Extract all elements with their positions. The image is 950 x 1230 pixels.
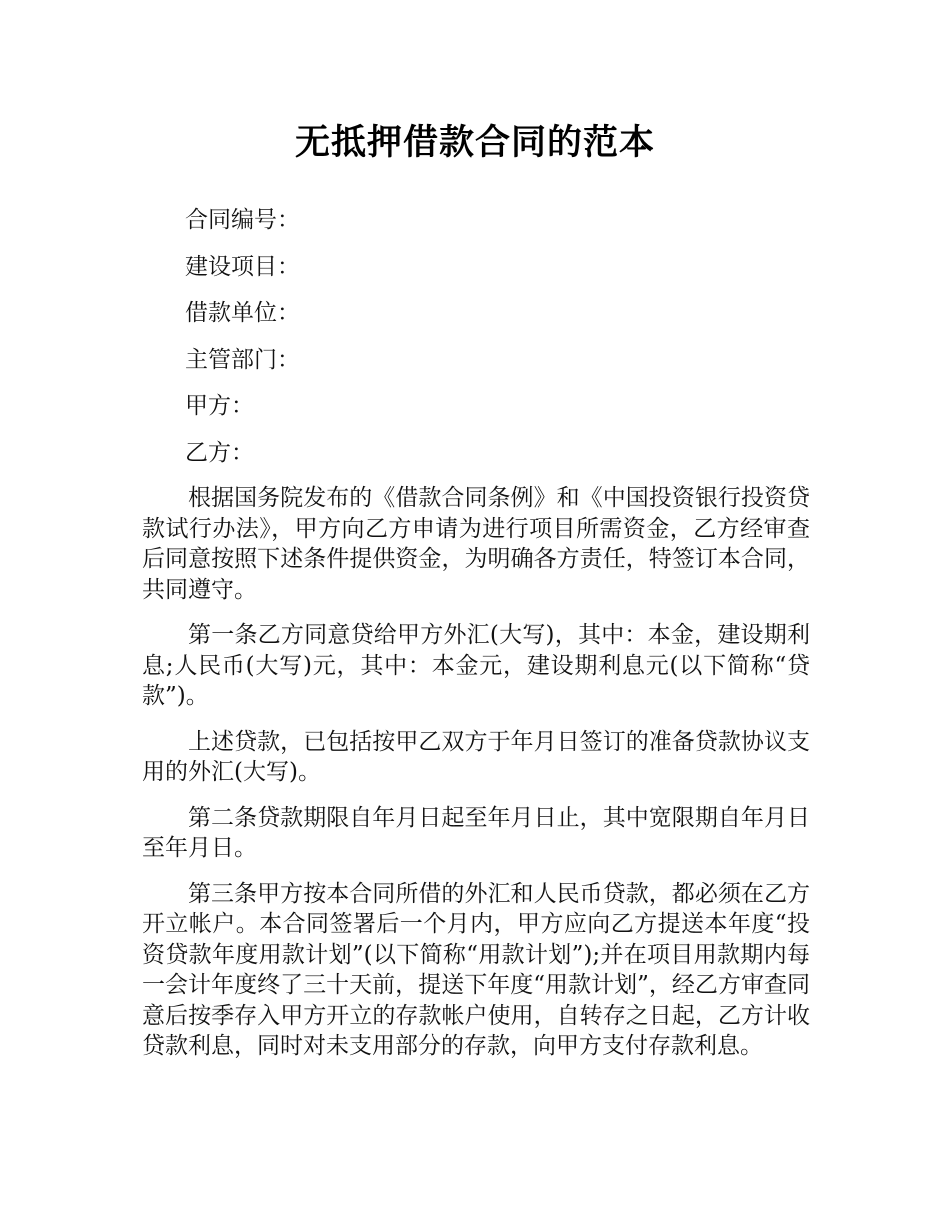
field-construction-project: 建设项目： <box>185 253 300 280</box>
contract-fields <box>185 204 825 483</box>
contract-body <box>142 483 810 1077</box>
field-party-b: 乙方： <box>185 439 254 466</box>
paragraph-article-2: 第二条贷款期限自年月日起至年月日止，其中宽限期自年月日至年月日。 <box>142 804 810 861</box>
paragraph-article-3: 第三条甲方按本合同所借的外汇和人民币贷款，都必须在乙方开立帐户。本合同签署后一个月内，甲方应向乙方提送本年度“投资贷款年度用款计划”(以下简称“用款计划”);并在项目用款期内每一会计年度终了三十天前，提送下年度“用款计划”，经乙方审查同意后按季存入甲方开立的存款帐户使用，自转存之日起，乙方计收贷款利息，同时对未支用部分的存款，向甲方支付存款利息。 <box>142 880 810 1059</box>
paragraph-preamble: 根据国务院发布的《借款合同条例》和《中国投资银行投资贷款试行办法》，甲方向乙方申请为进行项目所需资金，乙方经审查后同意按照下述条件提供资金，为明确各方责任，特签订本合同，共同遵守。 <box>142 485 810 603</box>
document-title: 无抵押借款合同的范本 <box>294 123 655 163</box>
field-party-a: 甲方： <box>185 393 254 419</box>
field-competent-department: 主管部门： <box>185 346 300 373</box>
paragraph-article-1-note: 上述贷款，已包括按甲乙双方于年月日签订的准备贷款协议支用的外汇(大写)。 <box>142 728 810 785</box>
paragraph-article-1: 第一条乙方同意贷给甲方外汇(大写)，其中：本金，建设期利息;人民币(大写)元，其中：本金元，建设期利息元(以下简称“贷款”)。 <box>142 622 810 709</box>
field-contract-number: 合同编号： <box>185 207 300 233</box>
field-borrowing-unit: 借款单位： <box>185 300 300 326</box>
